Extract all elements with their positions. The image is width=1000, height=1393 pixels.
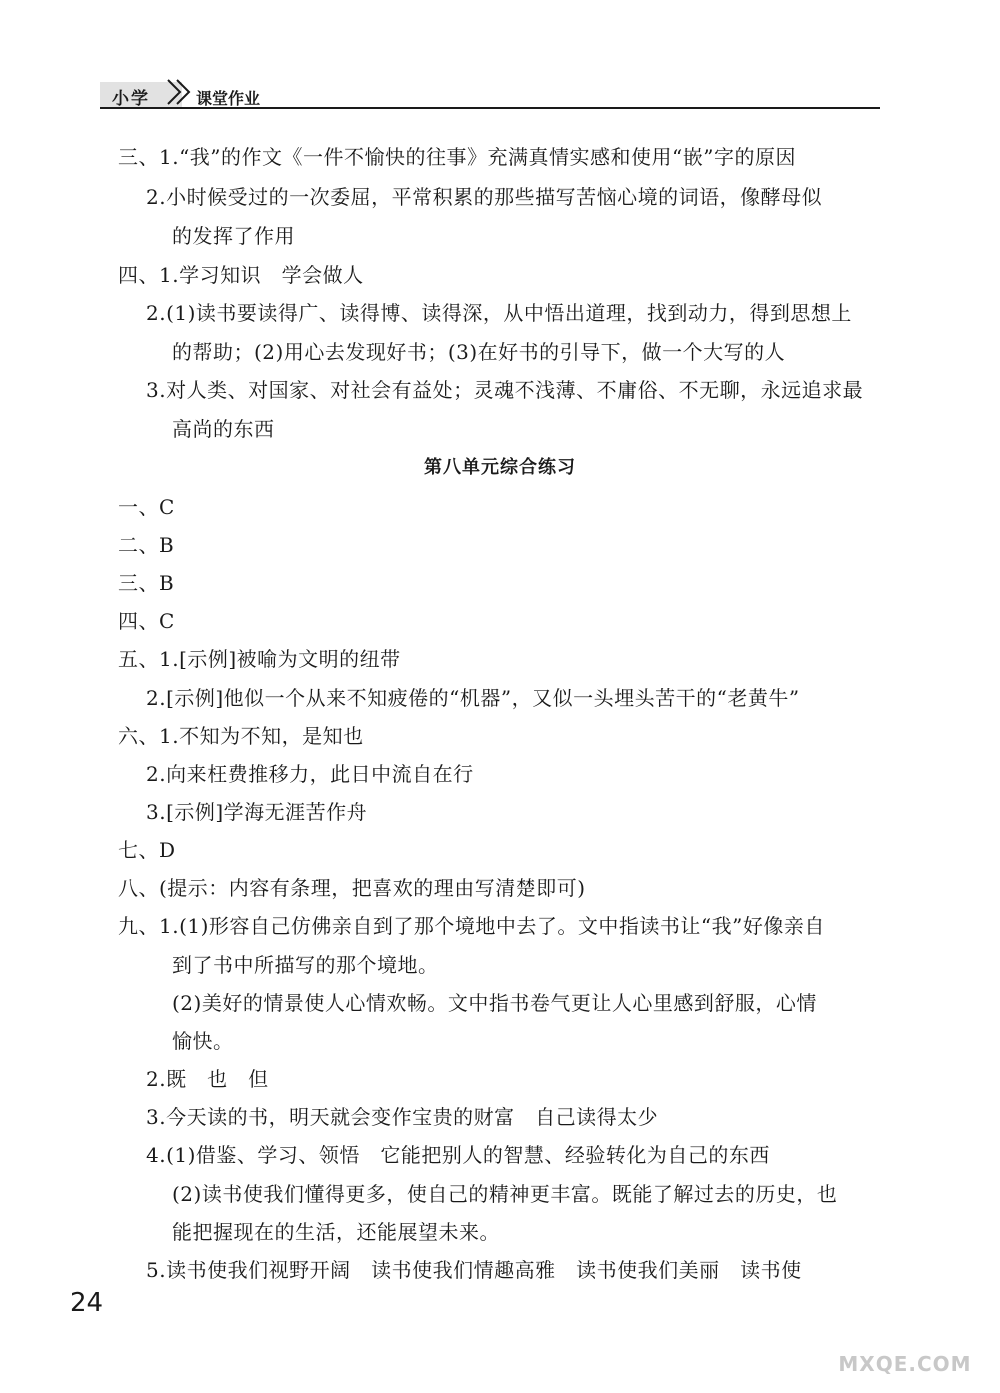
answer-line: 的帮助；(2)用心去发现好书；(3)在好书的引导下，做一个大写的人	[172, 340, 786, 364]
page-number: 24	[70, 1288, 104, 1318]
answer-line: 四、1.学习知识 学会做人	[118, 263, 364, 287]
answer-line: 2.向来枉费推移力，此日中流自在行	[146, 762, 474, 786]
header-rule	[100, 107, 880, 109]
answer-line: 三、B	[118, 571, 175, 595]
answer-line: 九、1.(1)形容自己仿佛亲自到了那个境地中去了。文中指读书让“我”好像亲自	[118, 914, 825, 938]
answer-line: 愉快。	[172, 1029, 234, 1053]
answer-line: 四、C	[118, 609, 175, 633]
answer-line: 二、B	[118, 533, 175, 557]
header-book-title: 课堂作业	[196, 89, 261, 108]
answer-line: 3.今天读的书，明天就会变作宝贵的财富 自己读得太少	[146, 1105, 659, 1129]
answer-line: 六、1.不知为不知，是知也	[118, 724, 364, 748]
answer-line: 3.[示例]学海无涯苦作舟	[146, 800, 368, 824]
answer-line: 八、(提示：内容有条理，把喜欢的理由写清楚即可)	[118, 876, 586, 900]
answer-line: (2)美好的情景使人心情欢畅。文中指书卷气更让人心里感到舒服，心情	[172, 991, 817, 1015]
answer-line: 一、C	[118, 495, 175, 519]
answer-line: (2)读书使我们懂得更多，使自己的精神更丰富。既能了解过去的历史，也	[172, 1182, 838, 1206]
page-header	[100, 80, 880, 110]
answer-line: 七、D	[118, 838, 176, 862]
watermark-url: MXQE.COM	[838, 1352, 972, 1376]
answer-line: 高尚的东西	[172, 417, 275, 441]
answer-line: 的发挥了作用	[172, 224, 295, 248]
answer-line: 5.读书使我们视野开阔 读书使我们情趣高雅 读书使我们美丽 读书使	[146, 1258, 802, 1282]
header-grade-label: 小学	[112, 89, 150, 109]
section-title: 第八单元综合练习	[424, 457, 576, 478]
watermark	[830, 1300, 980, 1380]
answer-line: 三、1.“我”的作文《一件不愉快的往事》充满真情实感和使用“嵌”字的原因	[118, 145, 796, 169]
answer-line: 4.(1)借鉴、学习、领悟 它能把别人的智慧、经验转化为自己的东西	[146, 1143, 770, 1167]
answer-line: 五、1.[示例]被喻为文明的纽带	[118, 647, 401, 671]
answer-line: 能把握现在的生活，还能展望未来。	[172, 1220, 500, 1244]
answer-line: 2.(1)读书要读得广、读得博、读得深，从中悟出道理，找到动力，得到思想上	[146, 301, 852, 325]
answer-line: 2.[示例]他似一个从来不知疲倦的“机器”，又似一头埋头苦干的“老黄牛”	[146, 686, 800, 710]
double-chevron-icon	[164, 76, 196, 108]
answer-line: 到了书中所描写的那个境地。	[172, 953, 439, 977]
answer-line: 2.小时候受过的一次委屈，平常积累的那些描写苦恼心境的词语，像酵母似	[146, 185, 823, 209]
answer-line: 3.对人类、对国家、对社会有益处；灵魂不浅薄、不庸俗、不无聊，永远追求最	[146, 378, 864, 402]
answer-line: 2.既 也 但	[146, 1067, 269, 1091]
